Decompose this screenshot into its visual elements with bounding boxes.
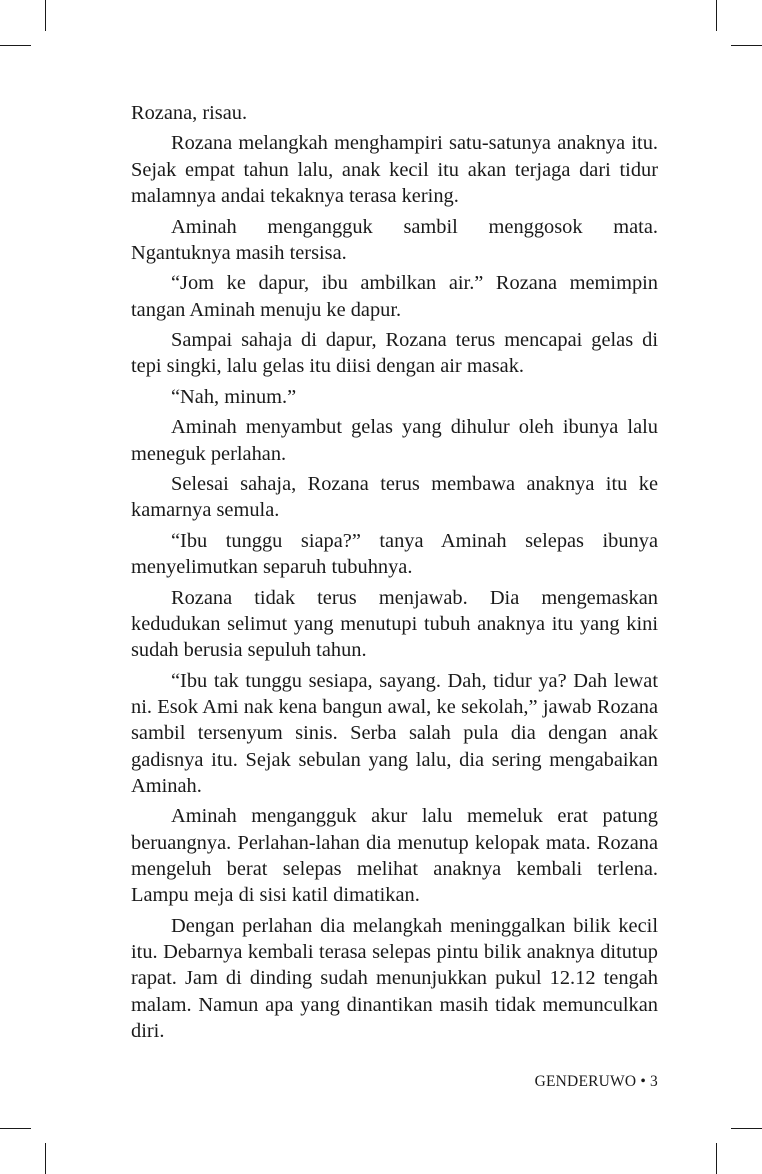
paragraph: Aminah mengangguk akur lalu memeluk erat patung beruangnya. Perlahan-lahan dia menutup kelopak mata. Rozana mengeluh berat selepas melihat anaknya kembali terlena. Lampu meja di sisi katil dimatikan.	[131, 805, 658, 907]
crop-mark-bottom-right-vertical	[716, 1143, 717, 1174]
crop-mark-bottom-left-horizontal	[0, 1128, 31, 1129]
crop-mark-top-left-horizontal	[0, 45, 31, 46]
paragraph: Rozana tidak terus menjawab. Dia mengemaskan kedudukan selimut yang menutupi tubuh anaknya itu yang kini sudah berusia sepuluh tahun.	[131, 586, 658, 662]
paragraph: Selesai sahaja, Rozana terus membawa anaknya itu ke kamarnya semula.	[131, 473, 658, 522]
paragraph: “Ibu tunggu siapa?” tanya Aminah selepas ibunya menyelimutkan separuh tubuhnya.	[131, 529, 658, 579]
body-text	[131, 100, 658, 1049]
paragraph: “Nah, minum.”	[171, 385, 297, 408]
running-footer: GENDERUWO • 3	[534, 1073, 658, 1090]
paragraph: “Jom ke dapur, ibu ambilkan air.” Rozana memimpin tangan Aminah menuju ke dapur.	[131, 272, 658, 321]
paragraph: Rozana melangkah menghampiri satu-satunya anaknya itu. Sejak empat tahun lalu, anak kecil itu akan terjaga dari tidur malamnya andai tekaknya terasa kering.	[131, 132, 658, 208]
crop-mark-top-right-vertical	[716, 0, 717, 31]
crop-mark-top-left-vertical	[45, 0, 46, 31]
paragraph: Dengan perlahan dia melangkah meninggalkan bilik kecil itu. Debarnya kembali terasa selepas pintu bilik anaknya ditutup rapat. Jam di dinding sudah menunjukkan pukul 12.12 tengah malam. Namun apa yang dinantikan masih tidak memunculkan diri.	[131, 914, 658, 1043]
paragraph: Rozana, risau.	[131, 102, 248, 124]
crop-mark-top-right-horizontal	[731, 45, 762, 46]
paragraph: “Ibu tak tunggu sesiapa, sayang. Dah, tidur ya? Dah lewat ni. Esok Ami nak kena bangun awal, ke sekolah,” jawab Rozana sambil tersenyum sinis. Serba salah pula dia dengan anak gadisnya itu. Sejak sebulan yang lalu, dia sering mengabaikan Aminah.	[131, 669, 658, 797]
crop-mark-bottom-left-vertical	[45, 1143, 46, 1174]
paragraph: Aminah menyambut gelas yang dihulur oleh ibunya lalu meneguk perlahan.	[131, 416, 658, 465]
paragraph: Sampai sahaja di dapur, Rozana terus mencapai gelas di tepi singki, lalu gelas itu diisi dengan air masak.	[131, 329, 658, 378]
paragraph: Aminah mengangguk sambil menggosok mata. Ngantuknya masih tersisa.	[131, 215, 658, 264]
crop-mark-bottom-right-horizontal	[731, 1128, 762, 1129]
